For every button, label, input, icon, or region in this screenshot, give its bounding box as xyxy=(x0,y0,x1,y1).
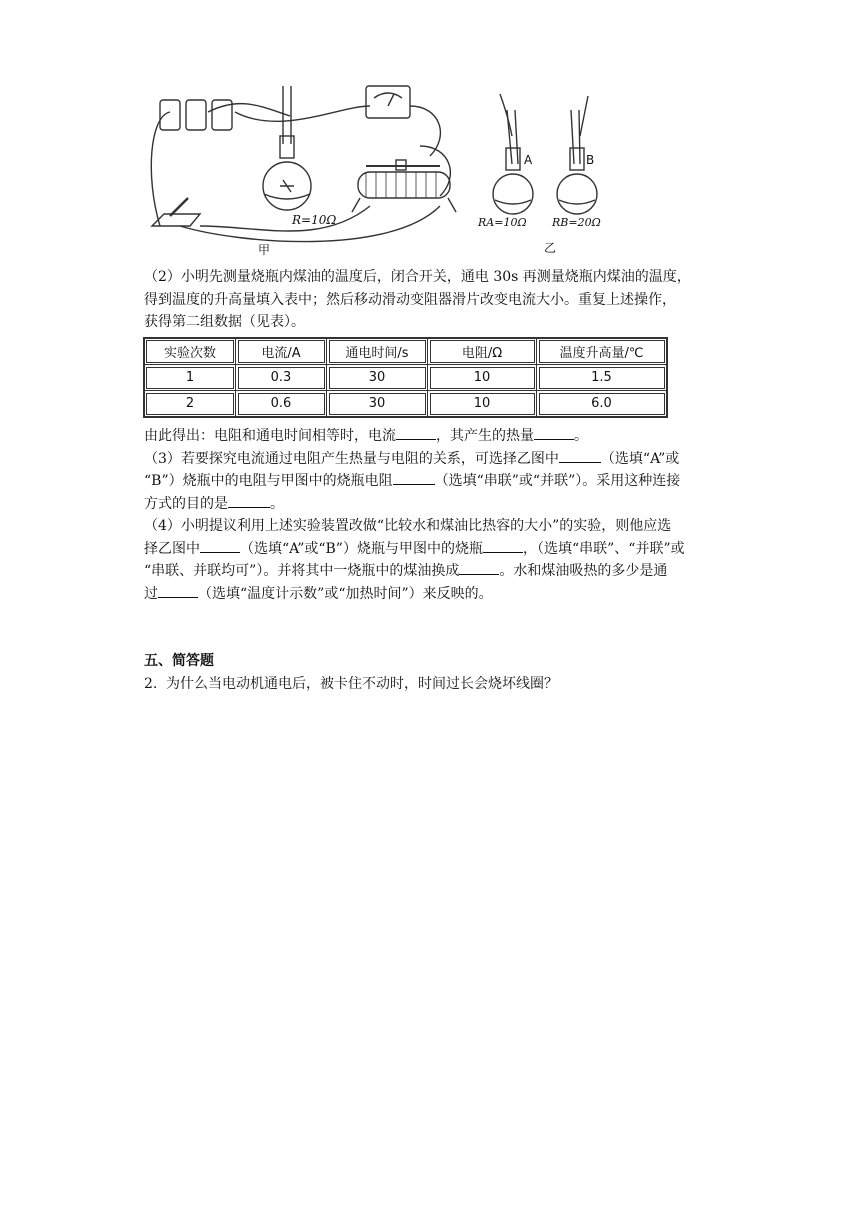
p4-text: 过 xyxy=(144,585,158,602)
conclusion-line xyxy=(144,425,724,448)
table-row xyxy=(144,365,667,391)
header-cell: 电流/A xyxy=(236,338,327,365)
p4-text: （选填“温度计示数”或“加热时间”）来反映的。 xyxy=(198,585,493,602)
header-cell: 电阻/Ω xyxy=(428,338,537,365)
answer-blank[interactable] xyxy=(228,493,270,508)
table-cell: 0.3 xyxy=(236,365,327,391)
conclusion-text: 由此得出：电阻和通电时间相等时，电流 xyxy=(144,428,396,444)
table-cell: 10 xyxy=(428,365,537,391)
p4-line2 xyxy=(144,538,724,561)
data-table xyxy=(143,337,668,418)
answer-blank[interactable] xyxy=(559,448,601,463)
p4-text: 择乙图中 xyxy=(144,540,200,557)
header-cell: 温度升高量/℃ xyxy=(537,338,668,365)
table-cell: 0.6 xyxy=(236,391,327,418)
answer-blank[interactable] xyxy=(200,538,240,553)
p4-text: “串联、并联均可”）。并将其中一烧瓶中的煤油换成 xyxy=(144,563,460,579)
p4-text: ，（选填“串联”、“并联”或 xyxy=(522,540,685,557)
label-b: B xyxy=(586,153,595,167)
table-cell: 30 xyxy=(327,391,428,418)
table-cell: 10 xyxy=(428,391,537,418)
p3-text: “B”）烧瓶中的电阻与甲图中的烧瓶电阻 xyxy=(144,473,393,489)
p3-text: 。 xyxy=(270,495,284,512)
p4-text: （选填“A”或“B”）烧瓶与甲图中的烧瓶 xyxy=(240,540,483,557)
p3-text: 方式的目的是 xyxy=(144,495,228,512)
p2-line1: （2）小明先测量烧瓶内煤油的温度后，闭合开关，通电 30s 再测量烧瓶内煤油的温度， xyxy=(144,269,691,285)
label-jia: 甲 xyxy=(258,243,271,256)
answer-blank[interactable] xyxy=(396,425,436,440)
question-2 xyxy=(144,673,558,693)
apparatus-figure xyxy=(140,76,620,256)
table-cell: 1 xyxy=(144,365,236,391)
p3-text: （3）若要探究电流通过电阻产生热量与电阻的关系，可选择乙图中 xyxy=(144,450,559,467)
answer-blank[interactable] xyxy=(158,583,198,598)
header-cell: 通电时间/s xyxy=(327,338,428,365)
answer-blank[interactable] xyxy=(483,538,523,553)
p4-line1: （4）小明提议利用上述实验装置改做“比较水和煤油比热容的大小”的实验，则他应选 xyxy=(144,518,672,534)
label-a: A xyxy=(524,153,533,167)
label-yi: 乙 xyxy=(544,241,557,255)
paragraph-2 xyxy=(144,266,724,334)
table-row xyxy=(144,391,667,418)
conclusion-text: ，其产生的热量 xyxy=(436,428,534,444)
label-ra: RA=10Ω xyxy=(478,216,527,229)
table-cell: 1.5 xyxy=(537,365,668,391)
p2-line2: 得到温度的升高量填入表中；然后移动滑动变阻器滑片改变电流大小。重复上述操作， xyxy=(144,291,676,308)
answer-blank[interactable] xyxy=(393,470,435,485)
label-rb: RB=20Ω xyxy=(552,216,601,229)
table-cell: 6.0 xyxy=(537,391,668,418)
p4-line3 xyxy=(144,560,724,583)
question-number: 2. xyxy=(144,676,158,692)
paragraphs-3-4 xyxy=(144,425,724,605)
p4-text: 。水和煤油吸热的多少是通 xyxy=(499,563,668,579)
header-cell: 实验次数 xyxy=(144,338,236,365)
p3-text: （选填“串联”或“并联”）。采用这种连接 xyxy=(434,473,681,489)
p4-line4 xyxy=(144,583,724,606)
p3-line2 xyxy=(144,470,724,493)
p3-line3 xyxy=(144,493,724,516)
conclusion-text: 。 xyxy=(574,428,588,444)
p3-line1 xyxy=(144,448,724,471)
table-cell: 30 xyxy=(327,365,428,391)
p3-text: （选填“A”或 xyxy=(600,450,680,467)
p2-line3: 获得第二组数据（见表）。 xyxy=(144,314,305,330)
table-header-row xyxy=(144,338,667,365)
label-r-jia: R=10Ω xyxy=(292,213,337,227)
section-title: 五、简答题 xyxy=(144,653,214,669)
question-text: 为什么当电动机通电后，被卡住不动时，时间过长会烧坏线圈？ xyxy=(166,676,558,692)
answer-blank[interactable] xyxy=(534,425,574,440)
answer-blank[interactable] xyxy=(459,560,499,575)
table-cell: 2 xyxy=(144,391,236,418)
